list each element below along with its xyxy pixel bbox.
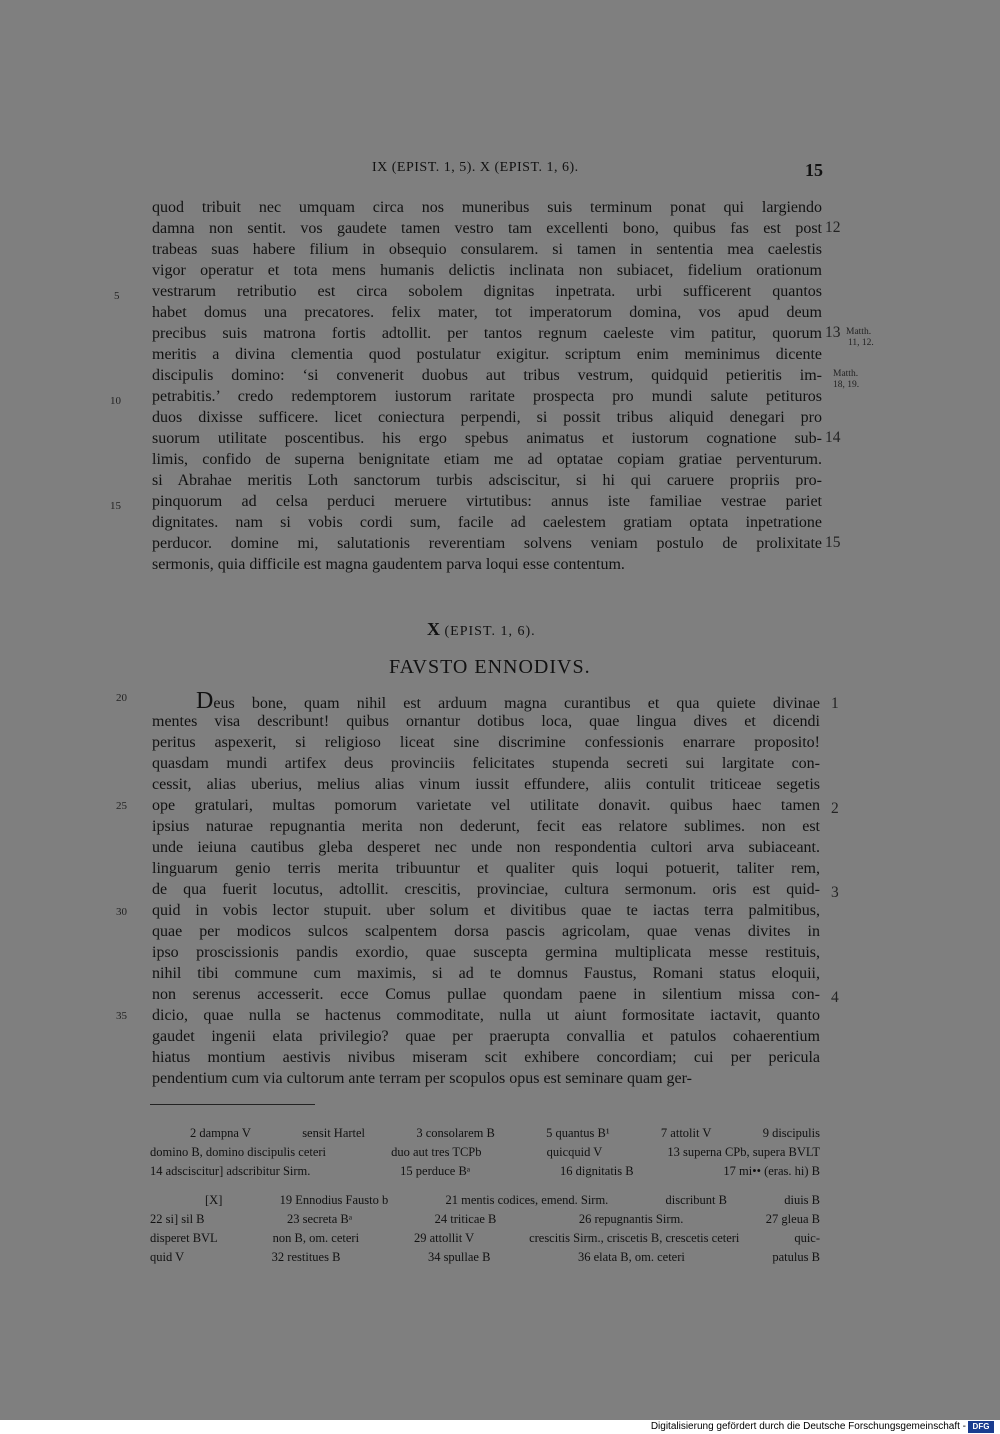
footnote-entry: 34 spullae B [427, 1250, 491, 1264]
text-line: vestrarum retributio est circa sobolem dignitas inpetrata. urbi sufficerent quantos [152, 283, 822, 300]
footnote-entry: 26 repugnantis Sirm. [578, 1212, 684, 1226]
section-number: 15 [825, 534, 841, 551]
marginal-note: Matth. 18, 19. [833, 369, 860, 390]
text-line: ipsius naturae repugnantia merita non dederunt, fecit eas relatore sublimes. non est [152, 818, 820, 835]
text-line: meritis a divina clementia quod postulatur exigitur. scriptum enim meminimus dicente [152, 346, 822, 363]
section-number: 14 [825, 429, 841, 446]
footnote-entry: 19 Ennodius Fausto b [279, 1193, 389, 1207]
text-line: hiatus montium aestivis nivibus miseram scit exhibere concordiam; cui per pericula [152, 1049, 820, 1066]
text-line: pinquorum ad celsa perduci meruere virtutibus: annus iste familiae vestrae pariet [152, 493, 822, 510]
footnote-row [150, 1248, 820, 1267]
footnote-entry: 5 quantus B¹ [546, 1126, 610, 1140]
text-line: pendentium cum via cultorum ante terram per scopulos opus est seminare quam ger- [152, 1070, 692, 1087]
text-line: nihil tibi commune cum maximis, si ad te domnus Faustus, Romani status eloquii, [152, 965, 820, 982]
text-line: linguarum genio terris merita tribuuntur et qualiter quis loqui potuerit, taliter rem, [152, 860, 820, 877]
text-line: gaudet ingenii elata privilegio? quae per praerupta convallia et patulos cohaerentium [152, 1028, 820, 1045]
text-line: discipulis domino: ‘si convenerit duobus aut tribus vestrum, quidquid petieritis im- [152, 367, 822, 384]
footnote-entry: 9 discipulis [762, 1126, 820, 1140]
letter-heading [427, 619, 536, 640]
letter-number: X [427, 619, 440, 639]
footnote-entry: 14 adsciscitur] adscribitur Sirm. [150, 1164, 311, 1178]
text-line: petrabitis.’ credo redemptorem iustorum raritate prospecta pro mundi salute petituros [152, 388, 822, 405]
line-number: 10 [110, 395, 121, 407]
text-line: sermonis, quia difficile est magna gaudentem parva loqui esse contentum. [152, 556, 625, 573]
footnote-entry: 23 secreta Bᵃ [286, 1212, 353, 1226]
section-number: 13 [825, 324, 841, 341]
line-number: 30 [116, 906, 127, 918]
section-number: 1 [831, 695, 839, 712]
footnote-entry: duo aut tres TCPb [391, 1145, 482, 1159]
footnote-entry: disperet BVL [150, 1231, 218, 1245]
line-number: 20 [116, 692, 127, 704]
marginal-note: Matth. 11, 12. [846, 327, 874, 348]
footnote-entry: 13 superna CPb, supera BVLT [667, 1145, 820, 1159]
letter-epist: (EPIST. 1, 6). [444, 624, 536, 639]
section-number: 3 [831, 884, 839, 901]
line-number: 15 [110, 500, 121, 512]
footnote-row [150, 1229, 820, 1248]
footnote-entry: 36 elata B, om. ceteri [577, 1250, 685, 1264]
footnote-entry: quicquid V [546, 1145, 603, 1159]
text-line: mentes visa describunt! quibus ornantur dotibus loca, quae lingua dives et dicendi [152, 713, 820, 730]
text-line: trabeas suas habere filium in obsequio consularem. si tamen in sententia mea caelestis [152, 241, 822, 258]
footnote-entry: crescitis Sirm., criscetis B, crescetis ceteri [529, 1231, 740, 1245]
line-number: 25 [116, 800, 127, 812]
footnote-entry: 22 si] sil B [150, 1212, 205, 1226]
text-line: si Abrahae meritis Loth sanctorum turbis adsciscitur, si hi qui caruere propriis pro- [152, 472, 822, 489]
footnote-entry: 24 triticae B [434, 1212, 497, 1226]
footnote-entry: 29 attollit V [413, 1231, 475, 1245]
footnote-entry: 15 perduce Bᵃ [400, 1164, 471, 1178]
text-line: dignitates. nam si vobis cordi sum, facile ad caelestem gratiam optata inpetratione [152, 514, 822, 531]
text-line: limis, confido de superna benignitate etiam me ad optatae copiam gratiae perventurum. [152, 451, 822, 468]
footnote-entry: quic- [794, 1231, 820, 1245]
text-line: vigor operatur et tota mens humanis delictis inclinata non subiacet, fidelium orationum [152, 262, 822, 279]
footnote-entry: 21 mentis codices, emend. Sirm. [445, 1193, 609, 1207]
footnote-entry: 7 attolit V [660, 1126, 712, 1140]
letter-x-first-line: Deus bone, quam nihil est arduum magna curantibus et qua quiete divinae [196, 688, 820, 714]
footnote-entry: discribunt B [665, 1193, 727, 1207]
funding-credit: Digitalisierung gefördert durch die Deutsche Forschungsgemeinschaft - [650, 1421, 966, 1432]
footnote-entry: 27 gleua B [765, 1212, 820, 1226]
text-line: unde ieiuna cautibus gleba desperet nec unde non respondentia cultori arva subiaceant. [152, 839, 820, 856]
footnote-entry: diuis B [784, 1193, 820, 1207]
text-line: dicio, quae nulla se hactenus commoditate, nulla ut aiunt formositate iactavit, quanto [152, 1007, 820, 1024]
text-line: de qua fuerit locutus, adtollit. crescitis, provinciae, cultura sermonum. oris est quid- [152, 881, 820, 898]
running-title: IX (EPIST. 1, 5). X (EPIST. 1, 6). [372, 160, 579, 175]
section-number: 12 [825, 219, 841, 236]
text-line: habet domus una precatores. felix mater, tot imperatorum domina, vos apud deum [152, 304, 822, 321]
footnote-separator [150, 1104, 315, 1105]
footnote-entry: 2 dampna V [190, 1126, 251, 1140]
footnote-entry: sensit Hartel [302, 1126, 366, 1140]
footnote-row [205, 1191, 820, 1210]
section-number: 4 [831, 989, 839, 1006]
footnote-entry: patulus B [772, 1250, 820, 1264]
dfg-logo: DFG [968, 1421, 994, 1433]
text-line: quod tribuit nec umquam circa nos muneribus suis terminum ponat qui largiendo [152, 199, 822, 216]
text-line: quae per modicos sulcos scalpentem dorsa pascis agricolam, quae venas divites in [152, 923, 820, 940]
footnote-entry: [X] [205, 1193, 223, 1207]
text-line: cessit, alias uberius, melius alias vinum iussit effundere, aliis contulit triticeae segetis [152, 776, 820, 793]
footnote-entry: non B, om. ceteri [272, 1231, 360, 1245]
line-number: 35 [116, 1010, 127, 1022]
text-line: duos dixisse sufficere. licet coniectura perpendi, si possit tribus aliquid denegari pro [152, 409, 822, 426]
text-line: ope gratulari, multas pomorum varietate vel utilitate donavit. quibus haec tamen [152, 797, 820, 814]
footnote-row [190, 1124, 820, 1143]
text-line: peritus aspexerit, si religioso liceat sine discrimine confessionis enarrare proposito! [152, 734, 820, 751]
footnote-row [150, 1210, 820, 1229]
footnote-entry: 17 mi•• (eras. hi) B [723, 1164, 820, 1178]
line-number: 5 [114, 290, 120, 302]
text-line: non serenus accesserit. ecce Comus pullae quondam paene in silentium missa con- [152, 986, 820, 1003]
text-line: perducor. domine mi, salutationis reverentiam solvens veniam postulo de prolixitate [152, 535, 822, 552]
footnote-row [150, 1162, 820, 1181]
footnote-entry: 3 consolarem B [416, 1126, 495, 1140]
text-line: suorum utilitate poscentibus. his ergo spebus animatus et iustorum cognatione sub- [152, 430, 822, 447]
footnote-entry: quid V [150, 1250, 185, 1264]
section-number: 2 [831, 800, 839, 817]
letter-title: FAVSTO ENNODIVS. [389, 656, 591, 678]
text-line: precibus suis matrona fortis adtollit. per tantos regnum caeleste vim patitur, quorum [152, 325, 822, 342]
text-line: quid in vobis lector stupuit. uber solum et divitibus quae te iactas terra palmitibus, [152, 902, 820, 919]
text-line: damna non sentit. vos gaudete tamen vestro tam excellenti bono, quibus fas est post [152, 220, 822, 237]
text-line: quasdam mundi artifex deus provinciis felicitates stupenda secreti sui largitate con- [152, 755, 820, 772]
footnote-entry: 32 restitues B [271, 1250, 341, 1264]
drop-cap: D [196, 688, 214, 714]
page-number: 15 [805, 160, 823, 180]
footnote-row [150, 1143, 820, 1162]
footnote-entry: 16 dignitatis B [559, 1164, 634, 1178]
text-line: ipso proscissionis pandis exordio, quae suscepta germina multiplicata messe restituis, [152, 944, 820, 961]
footnote-entry: domino B, domino discipulis ceteri [150, 1145, 327, 1159]
